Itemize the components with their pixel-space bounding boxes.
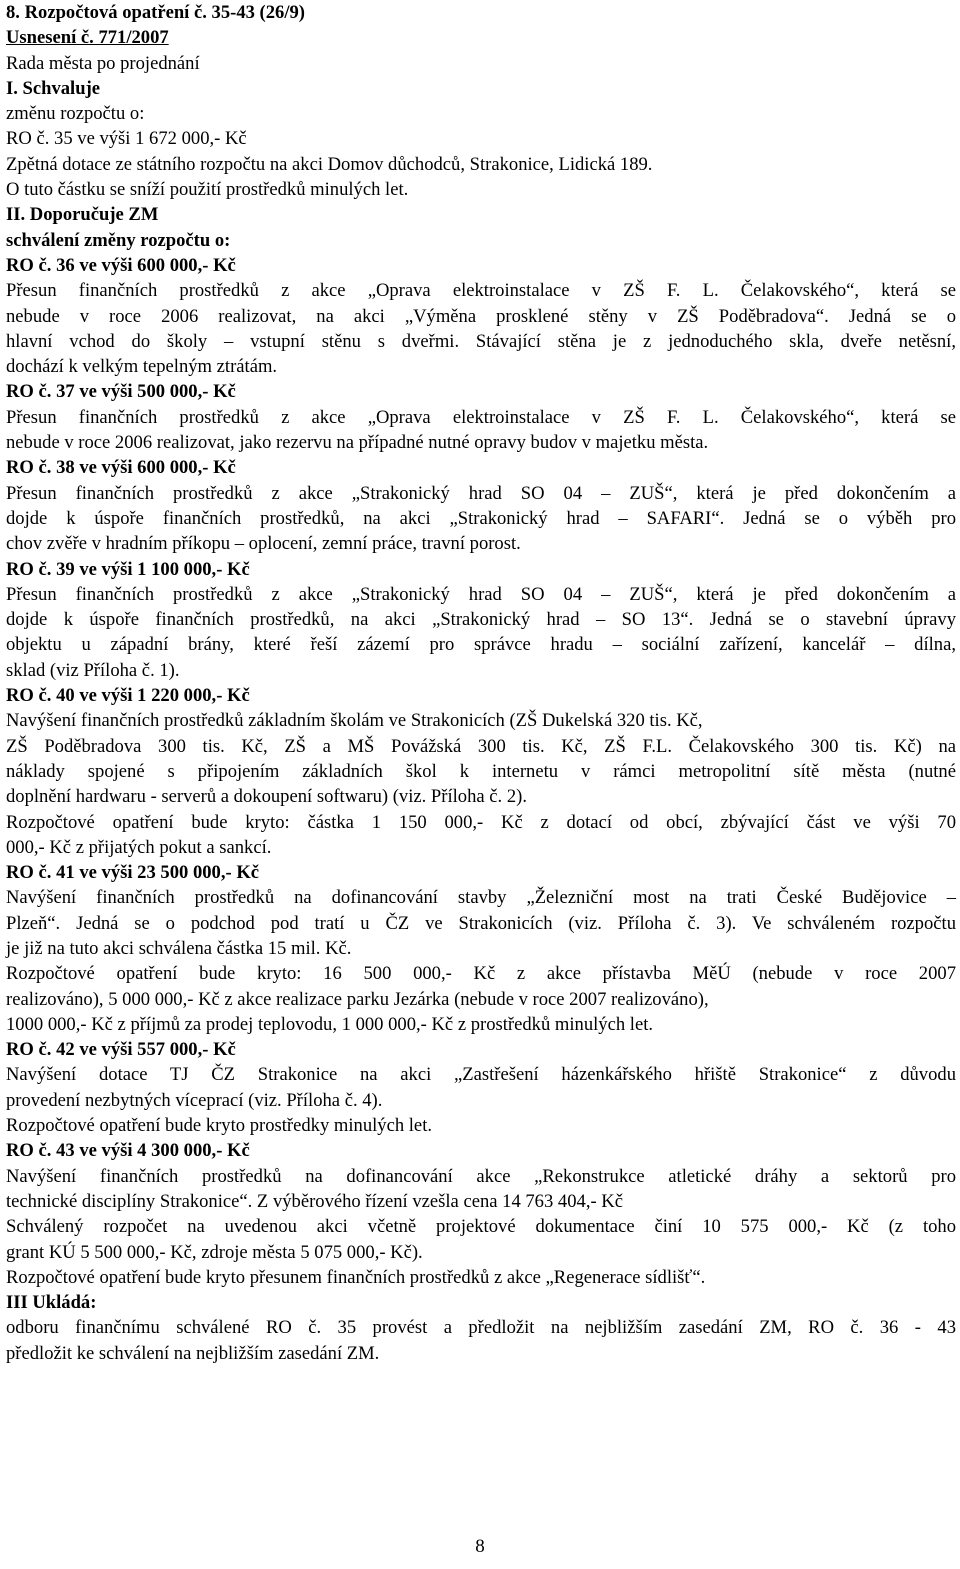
text-line: technické disciplíny Strakonice“. Z výběrového řízení vzešla cena 14 763 404,- Kč bbox=[6, 1190, 623, 1212]
text-line: Rozpočtové opatření bude kryto prostředky minulých let. bbox=[6, 1115, 433, 1137]
heading-line: schválení změny rozpočtu o: bbox=[6, 229, 231, 251]
text-line: objektu u západní brány, které řeší zázemí pro správce hradu – sociální zařízení, kancelář – dílna, bbox=[6, 634, 956, 656]
text-line: ZŠ Poděbradova 300 tis. Kč, ZŠ a MŠ Povážská 300 tis. Kč, ZŠ F.L. Čelakovského 300 tis. Kč) na bbox=[6, 735, 956, 757]
text-line: dojde k úspoře finančních prostředků, na akci „Strakonický hrad – SO 13“. Jedná se o stavební úpravy bbox=[6, 609, 956, 631]
text-line: nebude v roce 2006 realizovat, na akci „Výměna prosklené stěny v ZŠ Poděbradova“. Jedná se o bbox=[6, 305, 956, 327]
text-line: 1000 000,- Kč z příjmů za prodej teplovodu, 1 000 000,- Kč z prostředků minulých let. bbox=[6, 1013, 654, 1035]
text-line: změnu rozpočtu o: bbox=[6, 103, 145, 125]
heading-line: II. Doporučuje ZM bbox=[6, 204, 159, 226]
text-line: Rozpočtové opatření bude kryto: částka 1 150 000,- Kč z dotací od obcí, zbývající část ve výši 70 bbox=[6, 811, 956, 833]
heading-line: RO č. 38 ve výši 600 000,- Kč bbox=[6, 457, 236, 479]
heading-line: RO č. 36 ve výši 600 000,- Kč bbox=[6, 254, 236, 276]
text-line: Přesun finančních prostředků z akce „Strakonický hrad SO 04 – ZUŠ“, která je před dokončením a bbox=[6, 583, 956, 605]
text-line: Přesun finančních prostředků z akce „Oprava elektroinstalace v ZŠ F. L. Čelakovského“, která se bbox=[6, 406, 956, 428]
text-line: hlavní vchod do školy – vstupní stěnu s dveřmi. Stávající stěna je z jednoduchého skla, dveře netěsní, bbox=[6, 330, 956, 352]
text-line: Zpětná dotace ze státního rozpočtu na akci Domov důchodců, Strakonice, Lidická 189. bbox=[6, 153, 653, 175]
text-line: Schválený rozpočet na uvedenou akci včetně projektové dokumentace činí 10 575 000,- Kč (z toho bbox=[6, 1216, 956, 1238]
heading-line: RO č. 37 ve výši 500 000,- Kč bbox=[6, 381, 236, 403]
text-line: sklad (viz Příloha č. 1). bbox=[6, 659, 180, 681]
text-line: je již na tuto akci schválena částka 15 mil. Kč. bbox=[6, 937, 352, 959]
text-line: dochází k velkým tepelným ztrátám. bbox=[6, 356, 278, 378]
heading-line: Usnesení č. 771/2007 bbox=[6, 27, 169, 49]
heading-line: RO č. 43 ve výši 4 300 000,- Kč bbox=[6, 1140, 250, 1162]
text-line: grant KÚ 5 500 000,- Kč, zdroje města 5 075 000,- Kč). bbox=[6, 1241, 423, 1263]
text-line: chov zvěře v hradním příkopu – oplocení, zemní práce, travní porost. bbox=[6, 533, 521, 555]
page-number: 8 bbox=[475, 1536, 485, 1557]
text-line: náklady spojené s připojením základních škol k internetu v rámci metropolitní sítě města (nutné bbox=[6, 760, 956, 782]
text-line: doplnění hardwaru - serverů a dokoupení softwaru) (viz. Příloha č. 2). bbox=[6, 786, 527, 808]
text-line: realizováno), 5 000 000,- Kč z akce realizace parku Jezárka (nebude v roce 2007 realizováno), bbox=[6, 988, 709, 1010]
text-line: nebude v roce 2006 realizovat, jako rezervu na případné nutné opravy budov v majetku města. bbox=[6, 432, 709, 454]
text-line: Plzeň“. Jedná se o podchod pod tratí u ČZ ve Strakonicích (viz. Příloha č. 3). Ve schváleném rozpočtu bbox=[6, 912, 956, 934]
heading-line: RO č. 41 ve výši 23 500 000,- Kč bbox=[6, 862, 260, 884]
text-line: dojde k úspoře finančních prostředků, na akci „Strakonický hrad – SAFARI“. Jedná se o výběh pro bbox=[6, 507, 956, 529]
text-line: Navýšení dotace TJ ČZ Strakonice na akci „Zastřešení házenkářského hřiště Strakonice“ z důvodu bbox=[6, 1064, 956, 1086]
heading-line: III Ukládá: bbox=[6, 1292, 97, 1314]
text-line: Navýšení finančních prostředků základním školám ve Strakonicích (ZŠ Dukelská 320 tis. Kč, bbox=[6, 710, 703, 732]
heading-line: 8. Rozpočtová opatření č. 35-43 (26/9) bbox=[6, 2, 305, 23]
text-line: Rozpočtové opatření bude kryto: 16 500 000,- Kč z akce přístavba MěÚ (nebude v roce 2007 bbox=[6, 963, 956, 985]
text-line: O tuto částku se sníží použití prostředků minulých let. bbox=[6, 179, 409, 201]
text-line: Navýšení finančních prostředků na dofinancování akce „Rekonstrukce atletické dráhy a sektorů pro bbox=[6, 1165, 956, 1187]
heading-line: I. Schvaluje bbox=[6, 77, 101, 99]
text-line: Přesun finančních prostředků z akce „Strakonický hrad SO 04 – ZUŠ“, která je před dokončením a bbox=[6, 482, 956, 504]
text-line: Rada města po projednání bbox=[6, 52, 200, 74]
text-line: 000,- Kč z přijatých pokut a sankcí. bbox=[6, 836, 272, 858]
heading-line: RO č. 39 ve výši 1 100 000,- Kč bbox=[6, 558, 250, 580]
text-line: provedení nezbytných víceprací (viz. Příloha č. 4). bbox=[6, 1089, 383, 1111]
document-body bbox=[6, 0, 956, 1366]
text-line: předložit ke schválení na nejbližším zasedání ZM. bbox=[6, 1342, 380, 1364]
heading-line: RO č. 42 ve výši 557 000,- Kč bbox=[6, 1039, 236, 1061]
heading-line: RO č. 40 ve výši 1 220 000,- Kč bbox=[6, 685, 250, 707]
text-line: odboru finančnímu schválené RO č. 35 provést a předložit na nejbližším zasedání ZM, RO č. 36 - 43 bbox=[6, 1317, 956, 1339]
text-line: Navýšení finančních prostředků na dofinancování stavby „Železniční most na trati České Budějovice – bbox=[6, 887, 956, 909]
text-line: Přesun finančních prostředků z akce „Oprava elektroinstalace v ZŠ F. L. Čelakovského“, která se bbox=[6, 280, 956, 302]
text-line: RO č. 35 ve výši 1 672 000,- Kč bbox=[6, 128, 247, 150]
text-line: Rozpočtové opatření bude kryto přesunem finančních prostředků z akce „Regenerace sídlišť“. bbox=[6, 1266, 706, 1288]
